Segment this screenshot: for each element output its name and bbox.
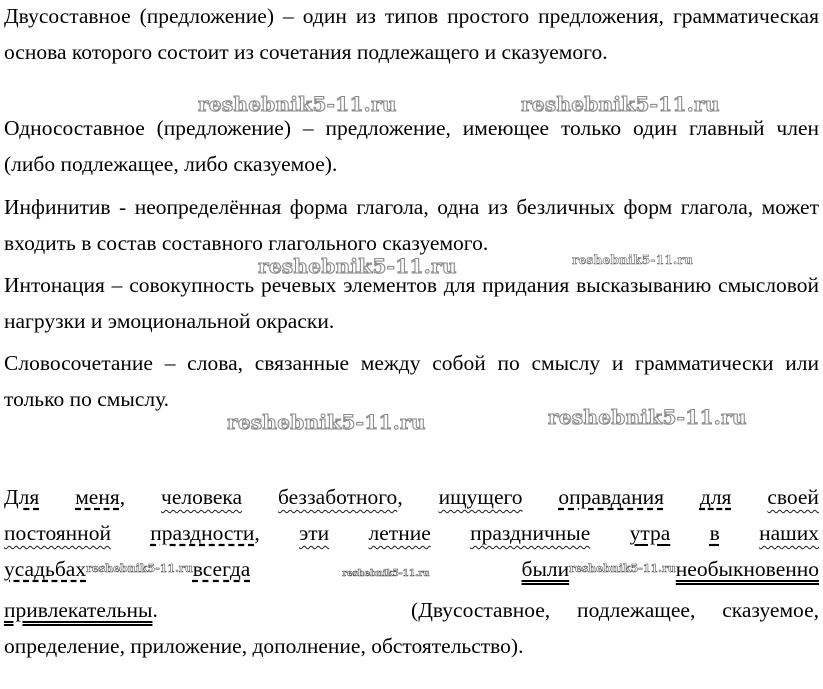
word: своей	[767, 485, 819, 509]
word: постоянной	[4, 521, 111, 545]
punct: ,	[119, 485, 126, 509]
punct: ,	[397, 485, 403, 509]
word-group	[161, 479, 242, 515]
word: были	[521, 557, 570, 581]
word-group	[150, 515, 259, 551]
word: ищущего	[438, 485, 523, 509]
word: всегда	[192, 557, 251, 581]
word: оправдания	[558, 485, 664, 509]
word-group	[75, 479, 125, 515]
word-group	[522, 551, 819, 587]
word: для	[699, 485, 732, 509]
watermark: reshebnik5-11.ru	[198, 92, 397, 116]
word-group	[4, 551, 250, 587]
word: эти	[299, 521, 330, 545]
answer-line-1: (Двусоставное, подлежащее, сказуемое,	[411, 598, 819, 622]
word-group	[4, 592, 158, 628]
word: утра	[629, 521, 671, 545]
watermark: reshebnik5-11.ru	[572, 253, 694, 267]
word: в	[709, 521, 720, 545]
word-group	[278, 479, 403, 515]
definition-infinitive: Инфинитив - неопределённая форма глагола, одна из безличных форм глагола, может входить в состав составного глагольного сказуемого.	[4, 195, 819, 255]
word: человека	[161, 485, 243, 509]
watermark-inline: reshebnik5-11.ru	[342, 569, 430, 579]
watermark: reshebnik5-11.ru	[548, 405, 747, 429]
sentence-analysis	[4, 479, 819, 664]
punct: .	[152, 598, 158, 622]
word: беззаботного	[277, 485, 398, 509]
word: праздности	[150, 521, 255, 545]
word: праздничные	[470, 521, 591, 545]
watermark-inline: reshebnik5-11.ru	[569, 562, 676, 575]
definition-one-part: Односоставное (предложение) – предложение, имеющее только один главный член (либо подлежащее, либо сказуемое).	[4, 116, 819, 176]
definition-two-part: Двусоставное (предложение) – один из типов простого предложения, грамматическая основа которого состоит из сочетания подлежащего и сказуемого.	[4, 4, 819, 64]
word: Для	[4, 485, 40, 509]
watermark-inline: reshebnik5-11.ru	[86, 562, 193, 575]
watermark: reshebnik5-11.ru	[258, 254, 457, 278]
watermark: reshebnik5-11.ru	[521, 92, 720, 116]
definition-intonation: Интонация – совокупность речевых элементов для придания высказыванию смысловой нагрузки и эмоциональной окраски.	[4, 273, 819, 333]
watermark: reshebnik5-11.ru	[227, 410, 426, 434]
word: меня	[75, 485, 120, 509]
definition-word-combination: Словосочетание – слова, связанные между собой по смыслу и грамматически или только по смыслу.	[4, 351, 819, 411]
word: летние	[368, 521, 431, 545]
word: наших	[759, 521, 819, 545]
word: усадьбах	[4, 557, 87, 581]
word: привлекательны	[4, 598, 153, 622]
answer-line-2: определение, приложение, дополнение, обстоятельство).	[4, 634, 524, 658]
punct: ,	[254, 521, 260, 545]
word: необыкновенно	[675, 557, 819, 581]
